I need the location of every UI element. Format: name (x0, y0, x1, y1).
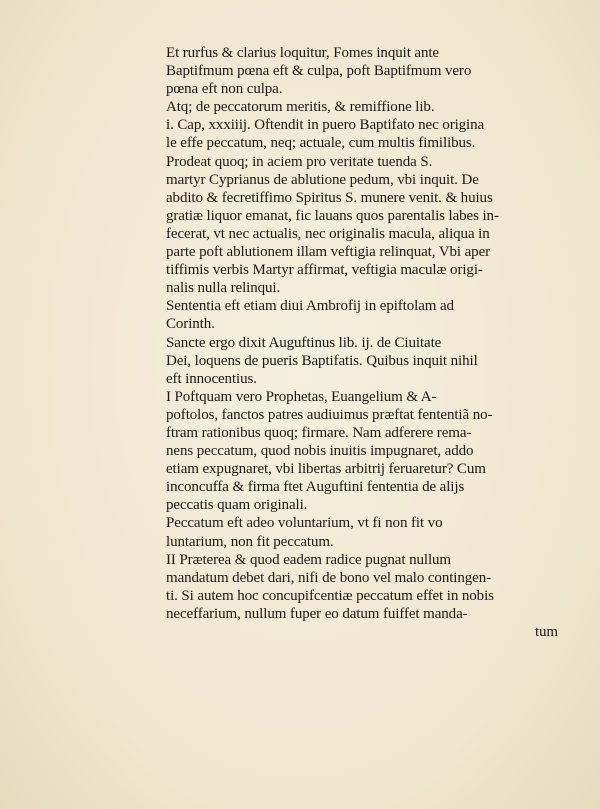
text-line: eft innocentius. (166, 370, 257, 387)
text-line: neceffarium, nullum fuper eo datum fuiffet manda- (166, 605, 468, 622)
text-line: pœna eft non culpa. (166, 81, 283, 98)
text-line: Peccatum eft adeo voluntarium, vt fi non fit vo (166, 515, 443, 532)
text-line: abdito & fecretiffimo Spiritus S. munere venit. & huius (166, 189, 493, 206)
text-line: i. Cap, xxxiiij. Oftendit in puero Baptifato nec origina (166, 117, 485, 134)
text-line: I Poftquam vero Prophetas, Euangelium & A- (166, 388, 437, 405)
text-line: nalis nulla relinqui. (166, 280, 281, 297)
text-line: Corinth. (166, 316, 215, 333)
text-line: martyr Cyprianus de ablutione pedum, vbi inquit. De (166, 171, 479, 188)
text-line: fecerat, vt nec actualis, nec originalis macula, aliqua in (166, 225, 490, 242)
catchword: tum (534, 624, 558, 640)
text-line: ftram rationibus quoq; firmare. Nam adferere rema- (166, 424, 472, 441)
text-line: Prodeat quoq; in aciem pro veritate tuenda S. (166, 153, 433, 170)
text-line: etiam expugnaret, vbi libertas arbitrij feruaretur? Cum (166, 461, 486, 478)
text-line: tiffimis verbis Martyr affirmat, veftigia maculæ origi- (166, 262, 483, 279)
text-line: luntarium, non fit peccatum. (166, 533, 334, 550)
text-line: Et rurfus & clarius loquitur, Fomes inquit ante (166, 45, 439, 61)
text-line: gratiæ liquor emanat, fic lauans quos parentalis labes in- (166, 207, 499, 224)
text-line: poftolos, fanctos patres audiuimus præftat fententiã no- (166, 406, 493, 423)
text-line: le effe peccatum, neq; actuale, cum multis fimilibus. (166, 135, 476, 152)
text-line: II Præterea & quod eadem radice pugnat nullum (166, 551, 451, 568)
text-line: Sententia eft etiam diui Ambrofij in epiftolam ad (166, 298, 454, 315)
text-line: Atq; de peccatorum meritis, & remiffione lib. (166, 99, 435, 116)
text-line: peccatis quam originali. (166, 497, 308, 514)
text-line: ti. Si autem hoc concupifcentiæ peccatum effet in nobis (166, 587, 494, 604)
text-line: inconcuffa & firma ftet Auguftini fententia de alijs (166, 479, 465, 496)
text-line: Sancte ergo dixit Auguftinus lib. ij. de Ciuitate (166, 334, 442, 351)
text-line: parte poft ablutionem illam veftigia relinquat, Vbi aper (166, 244, 491, 261)
text-line: Baptifmum pœna eft & culpa, poft Baptifmum vero (166, 63, 472, 80)
text-line: Dei, loquens de pueris Baptifatis. Quibus inquit nihil (166, 352, 478, 369)
text-block (166, 44, 562, 641)
text-line: mandatum debet dari, nifi de bono vel malo contingen- (166, 569, 492, 586)
text-line: nens peccatum, quod nobis inuitis impugnaret, addo (166, 443, 474, 460)
